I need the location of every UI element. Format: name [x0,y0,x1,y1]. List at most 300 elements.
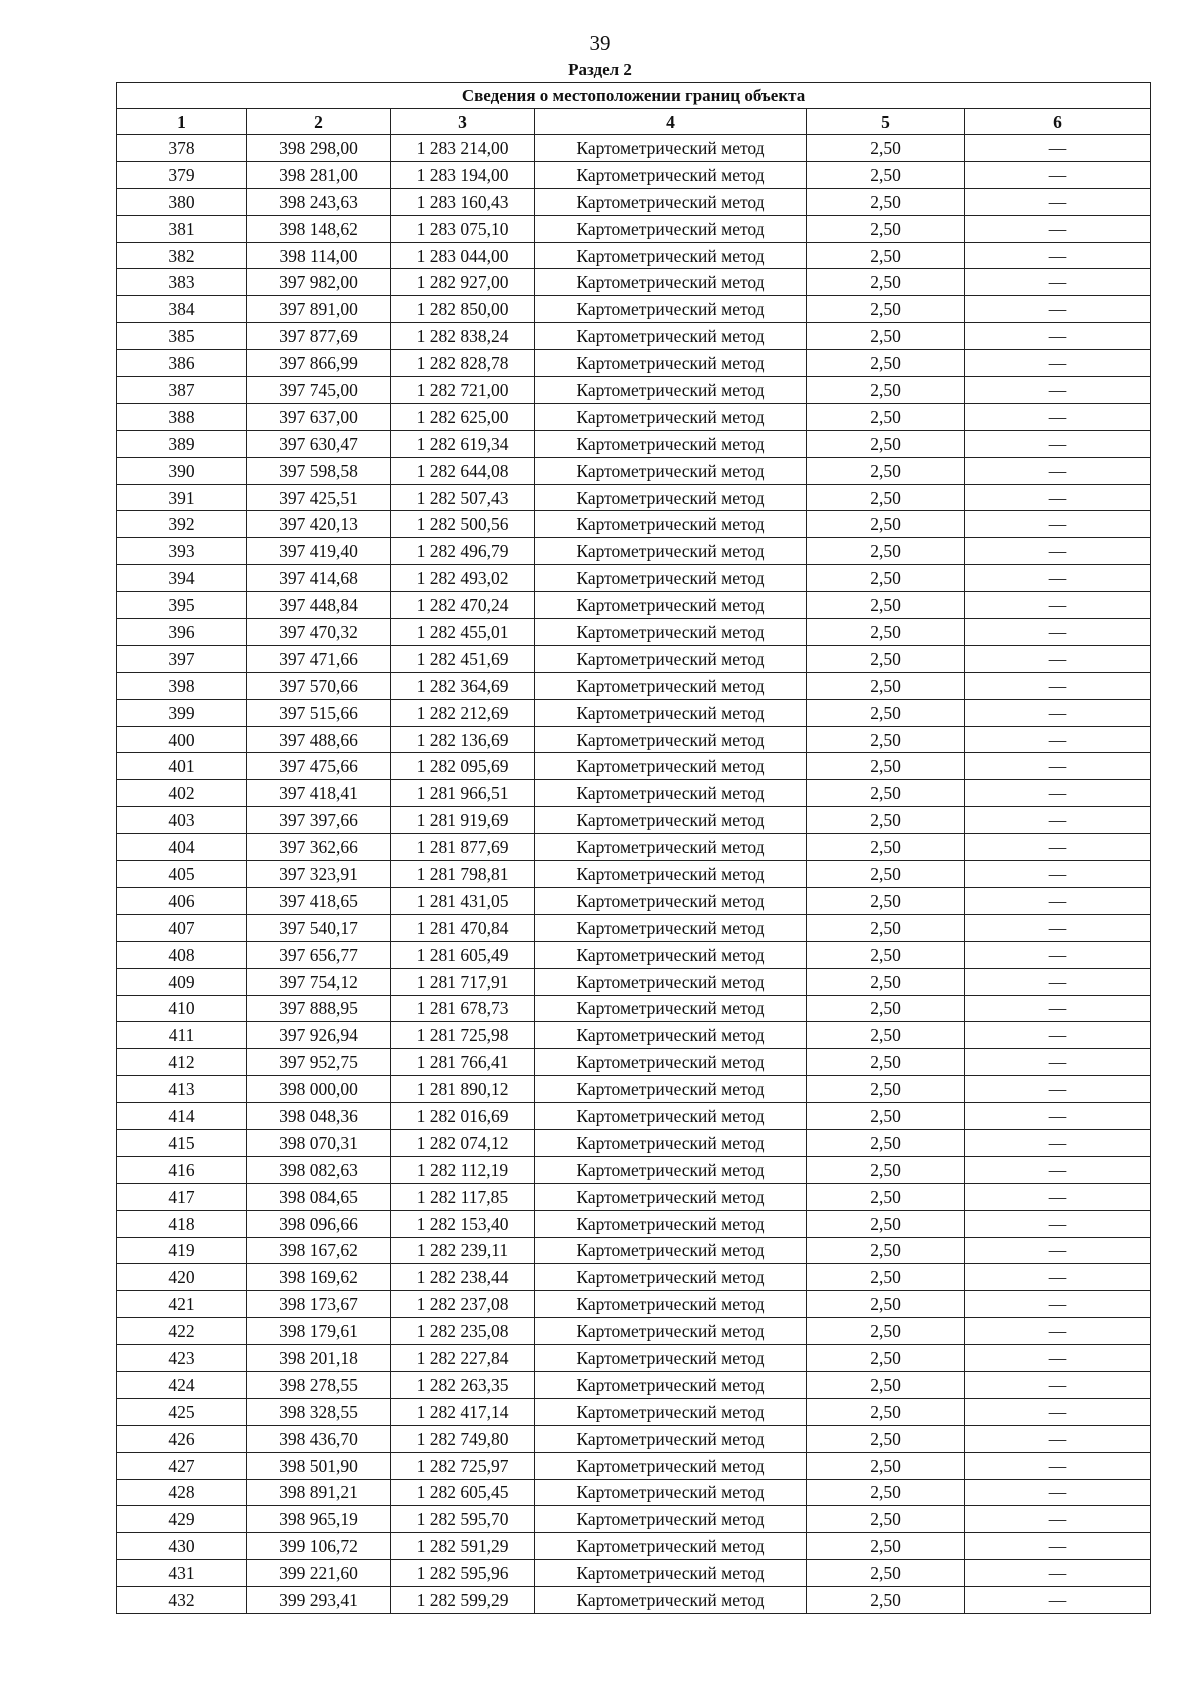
point-number-cell: 382 [117,242,247,269]
x-coordinate-cell: 398 298,00 [247,135,391,162]
column-number: 6 [965,109,1151,135]
boundary-coordinates-table [116,82,1151,1614]
accuracy-cell: 2,50 [807,1506,965,1533]
description-cell: — [965,1210,1151,1237]
table-row [117,1237,1151,1264]
description-cell: — [965,511,1151,538]
table-row [117,1183,1151,1210]
y-coordinate-cell: 1 283 214,00 [391,135,535,162]
table-row [117,1076,1151,1103]
table-caption: Сведения о местоположении границ объекта [117,83,1151,109]
point-number-cell: 399 [117,699,247,726]
x-coordinate-cell: 397 982,00 [247,269,391,296]
x-coordinate-cell: 398 169,62 [247,1264,391,1291]
x-coordinate-cell: 398 201,18 [247,1345,391,1372]
point-number-cell: 417 [117,1183,247,1210]
description-cell: — [965,350,1151,377]
y-coordinate-cell: 1 282 605,45 [391,1479,535,1506]
description-cell: — [965,887,1151,914]
accuracy-cell: 2,50 [807,619,965,646]
description-cell: — [965,1533,1151,1560]
x-coordinate-cell: 397 470,32 [247,619,391,646]
point-number-cell: 384 [117,296,247,323]
x-coordinate-cell: 397 471,66 [247,645,391,672]
method-cell: Картометрический метод [535,296,807,323]
column-number: 5 [807,109,965,135]
accuracy-cell: 2,50 [807,1129,965,1156]
table-row [117,1587,1151,1614]
method-cell: Картометрический метод [535,807,807,834]
y-coordinate-cell: 1 281 717,91 [391,968,535,995]
y-coordinate-cell: 1 283 075,10 [391,215,535,242]
point-number-cell: 421 [117,1291,247,1318]
accuracy-cell: 2,50 [807,135,965,162]
method-cell: Картометрический метод [535,1452,807,1479]
method-cell: Картометрический метод [535,645,807,672]
x-coordinate-cell: 397 397,66 [247,807,391,834]
method-cell: Картометрический метод [535,565,807,592]
table-row [117,296,1151,323]
accuracy-cell: 2,50 [807,484,965,511]
accuracy-cell: 2,50 [807,296,965,323]
point-number-cell: 429 [117,1506,247,1533]
point-number-cell: 419 [117,1237,247,1264]
accuracy-cell: 2,50 [807,1479,965,1506]
description-cell: — [965,834,1151,861]
description-cell: — [965,619,1151,646]
x-coordinate-cell: 398 965,19 [247,1506,391,1533]
y-coordinate-cell: 1 282 455,01 [391,619,535,646]
accuracy-cell: 2,50 [807,1398,965,1425]
point-number-cell: 398 [117,672,247,699]
description-cell: — [965,861,1151,888]
accuracy-cell: 2,50 [807,1049,965,1076]
accuracy-cell: 2,50 [807,1371,965,1398]
x-coordinate-cell: 397 425,51 [247,484,391,511]
y-coordinate-cell: 1 281 798,81 [391,861,535,888]
x-coordinate-cell: 398 328,55 [247,1398,391,1425]
y-coordinate-cell: 1 281 877,69 [391,834,535,861]
x-coordinate-cell: 399 293,41 [247,1587,391,1614]
x-coordinate-cell: 397 323,91 [247,861,391,888]
table-row [117,511,1151,538]
table-row [117,323,1151,350]
column-number-row [117,109,1151,135]
y-coordinate-cell: 1 282 212,69 [391,699,535,726]
point-number-cell: 422 [117,1318,247,1345]
table-row [117,1345,1151,1372]
description-cell: — [965,161,1151,188]
description-cell: — [965,592,1151,619]
x-coordinate-cell: 398 501,90 [247,1452,391,1479]
method-cell: Картометрический метод [535,1398,807,1425]
table-row [117,1533,1151,1560]
y-coordinate-cell: 1 282 016,69 [391,1103,535,1130]
accuracy-cell: 2,50 [807,968,965,995]
y-coordinate-cell: 1 282 838,24 [391,323,535,350]
point-number-cell: 395 [117,592,247,619]
method-cell: Картометрический метод [535,242,807,269]
table-row [117,1506,1151,1533]
y-coordinate-cell: 1 282 417,14 [391,1398,535,1425]
table-row [117,914,1151,941]
description-cell: — [965,1452,1151,1479]
accuracy-cell: 2,50 [807,1237,965,1264]
method-cell: Картометрический метод [535,834,807,861]
y-coordinate-cell: 1 281 766,41 [391,1049,535,1076]
table-row [117,538,1151,565]
accuracy-cell: 2,50 [807,1022,965,1049]
y-coordinate-cell: 1 281 919,69 [391,807,535,834]
point-number-cell: 412 [117,1049,247,1076]
y-coordinate-cell: 1 282 599,29 [391,1587,535,1614]
table-row [117,135,1151,162]
accuracy-cell: 2,50 [807,1425,965,1452]
accuracy-cell: 2,50 [807,269,965,296]
x-coordinate-cell: 397 362,66 [247,834,391,861]
point-number-cell: 403 [117,807,247,834]
table-caption-row [117,83,1151,109]
method-cell: Картометрический метод [535,188,807,215]
description-cell: — [965,1506,1151,1533]
table-row [117,1156,1151,1183]
table-body [117,135,1151,1614]
x-coordinate-cell: 397 488,66 [247,726,391,753]
x-coordinate-cell: 397 419,40 [247,538,391,565]
accuracy-cell: 2,50 [807,592,965,619]
point-number-cell: 400 [117,726,247,753]
y-coordinate-cell: 1 282 112,19 [391,1156,535,1183]
accuracy-cell: 2,50 [807,457,965,484]
method-cell: Картометрический метод [535,753,807,780]
accuracy-cell: 2,50 [807,161,965,188]
y-coordinate-cell: 1 282 619,34 [391,430,535,457]
table-row [117,215,1151,242]
table-row [117,887,1151,914]
x-coordinate-cell: 397 926,94 [247,1022,391,1049]
method-cell: Картометрический метод [535,1345,807,1372]
y-coordinate-cell: 1 282 364,69 [391,672,535,699]
x-coordinate-cell: 398 000,00 [247,1076,391,1103]
table-row [117,484,1151,511]
table-row [117,1022,1151,1049]
description-cell: — [965,1425,1151,1452]
method-cell: Картометрический метод [535,1318,807,1345]
accuracy-cell: 2,50 [807,887,965,914]
x-coordinate-cell: 398 243,63 [247,188,391,215]
point-number-cell: 401 [117,753,247,780]
point-number-cell: 396 [117,619,247,646]
x-coordinate-cell: 397 598,58 [247,457,391,484]
description-cell: — [965,968,1151,995]
description-cell: — [965,430,1151,457]
table-row [117,645,1151,672]
y-coordinate-cell: 1 282 227,84 [391,1345,535,1372]
table-row [117,619,1151,646]
x-coordinate-cell: 398 048,36 [247,1103,391,1130]
table-row [117,995,1151,1022]
point-number-cell: 380 [117,188,247,215]
description-cell: — [965,753,1151,780]
accuracy-cell: 2,50 [807,350,965,377]
point-number-cell: 386 [117,350,247,377]
method-cell: Картометрический метод [535,780,807,807]
method-cell: Картометрический метод [535,1237,807,1264]
x-coordinate-cell: 399 221,60 [247,1560,391,1587]
method-cell: Картометрический метод [535,1049,807,1076]
table-row [117,1560,1151,1587]
table-row [117,269,1151,296]
method-cell: Картометрический метод [535,699,807,726]
description-cell: — [965,323,1151,350]
accuracy-cell: 2,50 [807,914,965,941]
point-number-cell: 415 [117,1129,247,1156]
table-row [117,1425,1151,1452]
method-cell: Картометрический метод [535,1076,807,1103]
point-number-cell: 381 [117,215,247,242]
x-coordinate-cell: 397 754,12 [247,968,391,995]
table-row [117,161,1151,188]
accuracy-cell: 2,50 [807,1318,965,1345]
x-coordinate-cell: 398 148,62 [247,215,391,242]
point-number-cell: 385 [117,323,247,350]
description-cell: — [965,1479,1151,1506]
method-cell: Картометрический метод [535,135,807,162]
point-number-cell: 392 [117,511,247,538]
table-row [117,1129,1151,1156]
y-coordinate-cell: 1 282 625,00 [391,403,535,430]
method-cell: Картометрический метод [535,350,807,377]
description-cell: — [965,645,1151,672]
y-coordinate-cell: 1 283 044,00 [391,242,535,269]
accuracy-cell: 2,50 [807,1183,965,1210]
method-cell: Картометрический метод [535,592,807,619]
table-row [117,1264,1151,1291]
x-coordinate-cell: 397 475,66 [247,753,391,780]
description-cell: — [965,699,1151,726]
point-number-cell: 390 [117,457,247,484]
point-number-cell: 416 [117,1156,247,1183]
description-cell: — [965,726,1151,753]
x-coordinate-cell: 397 420,13 [247,511,391,538]
x-coordinate-cell: 397 448,84 [247,592,391,619]
method-cell: Картометрический метод [535,1587,807,1614]
accuracy-cell: 2,50 [807,1452,965,1479]
method-cell: Картометрический метод [535,1129,807,1156]
method-cell: Картометрический метод [535,1533,807,1560]
table-row [117,672,1151,699]
accuracy-cell: 2,50 [807,565,965,592]
description-cell: — [965,1022,1151,1049]
point-number-cell: 397 [117,645,247,672]
y-coordinate-cell: 1 281 470,84 [391,914,535,941]
method-cell: Картометрический метод [535,1183,807,1210]
method-cell: Картометрический метод [535,1425,807,1452]
y-coordinate-cell: 1 282 927,00 [391,269,535,296]
accuracy-cell: 2,50 [807,1560,965,1587]
method-cell: Картометрический метод [535,726,807,753]
x-coordinate-cell: 397 515,66 [247,699,391,726]
y-coordinate-cell: 1 282 496,79 [391,538,535,565]
method-cell: Картометрический метод [535,1506,807,1533]
point-number-cell: 402 [117,780,247,807]
description-cell: — [965,1049,1151,1076]
table-row [117,377,1151,404]
y-coordinate-cell: 1 282 721,00 [391,377,535,404]
accuracy-cell: 2,50 [807,323,965,350]
description-cell: — [965,484,1151,511]
method-cell: Картометрический метод [535,1371,807,1398]
accuracy-cell: 2,50 [807,699,965,726]
point-number-cell: 404 [117,834,247,861]
y-coordinate-cell: 1 282 644,08 [391,457,535,484]
accuracy-cell: 2,50 [807,1345,965,1372]
table-row [117,807,1151,834]
table-row [117,1049,1151,1076]
table-row [117,457,1151,484]
point-number-cell: 406 [117,887,247,914]
y-coordinate-cell: 1 283 194,00 [391,161,535,188]
accuracy-cell: 2,50 [807,1103,965,1130]
x-coordinate-cell: 398 436,70 [247,1425,391,1452]
description-cell: — [965,672,1151,699]
point-number-cell: 411 [117,1022,247,1049]
accuracy-cell: 2,50 [807,1210,965,1237]
x-coordinate-cell: 397 418,65 [247,887,391,914]
description-cell: — [965,269,1151,296]
table-row [117,726,1151,753]
x-coordinate-cell: 397 745,00 [247,377,391,404]
point-number-cell: 423 [117,1345,247,1372]
point-number-cell: 428 [117,1479,247,1506]
description-cell: — [965,1129,1151,1156]
table-row [117,430,1151,457]
description-cell: — [965,1318,1151,1345]
description-cell: — [965,242,1151,269]
point-number-cell: 427 [117,1452,247,1479]
point-number-cell: 388 [117,403,247,430]
method-cell: Картометрический метод [535,1103,807,1130]
accuracy-cell: 2,50 [807,726,965,753]
point-number-cell: 424 [117,1371,247,1398]
y-coordinate-cell: 1 282 470,24 [391,592,535,619]
description-cell: — [965,457,1151,484]
description-cell: — [965,1560,1151,1587]
accuracy-cell: 2,50 [807,645,965,672]
method-cell: Картометрический метод [535,215,807,242]
table-row [117,1103,1151,1130]
y-coordinate-cell: 1 282 263,35 [391,1371,535,1398]
y-coordinate-cell: 1 282 595,96 [391,1560,535,1587]
point-number-cell: 414 [117,1103,247,1130]
y-coordinate-cell: 1 282 500,56 [391,511,535,538]
accuracy-cell: 2,50 [807,1291,965,1318]
x-coordinate-cell: 397 656,77 [247,941,391,968]
x-coordinate-cell: 397 866,99 [247,350,391,377]
table-row [117,968,1151,995]
method-cell: Картометрический метод [535,1210,807,1237]
x-coordinate-cell: 397 418,41 [247,780,391,807]
method-cell: Картометрический метод [535,457,807,484]
x-coordinate-cell: 397 877,69 [247,323,391,350]
table-row [117,350,1151,377]
point-number-cell: 387 [117,377,247,404]
table-row [117,861,1151,888]
table-row [117,1291,1151,1318]
point-number-cell: 418 [117,1210,247,1237]
x-coordinate-cell: 398 082,63 [247,1156,391,1183]
table-row [117,403,1151,430]
description-cell: — [965,215,1151,242]
accuracy-cell: 2,50 [807,403,965,430]
y-coordinate-cell: 1 282 153,40 [391,1210,535,1237]
point-number-cell: 431 [117,1560,247,1587]
accuracy-cell: 2,50 [807,1587,965,1614]
column-number: 1 [117,109,247,135]
table-row [117,592,1151,619]
accuracy-cell: 2,50 [807,1156,965,1183]
description-cell: — [965,1183,1151,1210]
point-number-cell: 410 [117,995,247,1022]
column-number: 2 [247,109,391,135]
column-number: 3 [391,109,535,135]
y-coordinate-cell: 1 282 507,43 [391,484,535,511]
accuracy-cell: 2,50 [807,861,965,888]
x-coordinate-cell: 397 891,00 [247,296,391,323]
section-title: Раздел 2 [568,60,632,79]
x-coordinate-cell: 397 888,95 [247,995,391,1022]
accuracy-cell: 2,50 [807,941,965,968]
accuracy-cell: 2,50 [807,834,965,861]
table-row [117,565,1151,592]
y-coordinate-cell: 1 282 725,97 [391,1452,535,1479]
y-coordinate-cell: 1 281 725,98 [391,1022,535,1049]
point-number-cell: 426 [117,1425,247,1452]
table-row [117,941,1151,968]
point-number-cell: 432 [117,1587,247,1614]
table-row [117,1398,1151,1425]
point-number-cell: 409 [117,968,247,995]
point-number-cell: 425 [117,1398,247,1425]
y-coordinate-cell: 1 282 239,11 [391,1237,535,1264]
accuracy-cell: 2,50 [807,807,965,834]
y-coordinate-cell: 1 282 237,08 [391,1291,535,1318]
y-coordinate-cell: 1 282 235,08 [391,1318,535,1345]
method-cell: Картометрический метод [535,941,807,968]
description-cell: — [965,135,1151,162]
x-coordinate-cell: 398 167,62 [247,1237,391,1264]
point-number-cell: 378 [117,135,247,162]
table-row [117,834,1151,861]
point-number-cell: 407 [117,914,247,941]
table-row [117,1479,1151,1506]
y-coordinate-cell: 1 281 431,05 [391,887,535,914]
point-number-cell: 394 [117,565,247,592]
x-coordinate-cell: 398 114,00 [247,242,391,269]
x-coordinate-cell: 397 630,47 [247,430,391,457]
table-row [117,1452,1151,1479]
accuracy-cell: 2,50 [807,995,965,1022]
description-cell: — [965,1156,1151,1183]
method-cell: Картометрический метод [535,1291,807,1318]
point-number-cell: 405 [117,861,247,888]
table-row [117,699,1151,726]
y-coordinate-cell: 1 282 850,00 [391,296,535,323]
description-cell: — [965,1291,1151,1318]
x-coordinate-cell: 397 414,68 [247,565,391,592]
y-coordinate-cell: 1 282 117,85 [391,1183,535,1210]
x-coordinate-cell: 398 173,67 [247,1291,391,1318]
